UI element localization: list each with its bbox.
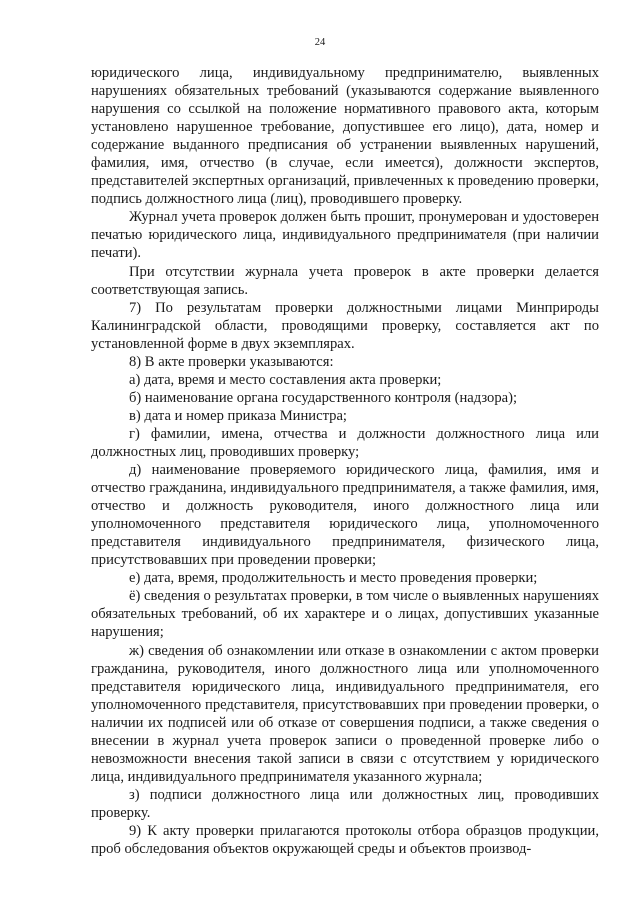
paragraph-journal-absence: При отсутствии журнала учета проверок в акте проверки делается соответствующая запись. [91, 263, 599, 298]
paragraph-item-9: 9) К акту проверки прилагаются протоколы отбора образцов продукции, проб обследования объектов окружающей среды и объектов производ- [91, 822, 599, 858]
paragraph-item-8e: е) дата, время, продолжительность и место проведения проверки; [129, 570, 538, 587]
paragraph-item-8: 8) В акте проверки указываются: [129, 353, 334, 370]
paragraph-item-8d: д) наименование проверяемого юридического лица, фамилия, имя и отчество гражданина, индивидуального предпринимателя, а также фамилия, имя, отчество и должность руководителя, иного должностного лица или уполномоченного представителя юридического лица, уполномоченного представителя индивидуального предпринимателя, физического лица, присутствовавших при проведении проверки; [91, 462, 599, 569]
paragraph-item-8z: з) подписи должностного лица или должностных лиц, проводивших проверку. [91, 786, 599, 821]
paragraph-item-8v: в) дата и номер приказа Министра; [129, 407, 347, 424]
paragraph-continuation: юридического лица, индивидуальному предпринимателю, выявленных нарушениях обязательных требований (указываются содержание выявленного нарушения со ссылкой на положение нормативного правового акта, которым установлено нарушенное требование, допустившее его лицо), дата, номер и содержание выданного предписания об устранении выявленных нарушений, фамилия, имя, отчество (в случае, если имеется), должности экспертов, представителей экспертных организаций, привлеченных к проведению проверки, подпись должностного лица (лиц), проводившего проверку. [91, 65, 599, 208]
paragraph-item-8a: а) дата, время и место составления акта проверки; [129, 371, 442, 388]
document-body [91, 64, 599, 858]
paragraph-item-7: 7) По результатам проверки должностными лицами Минприроды Калининградской области, проводящими проверку, составляется акт по установленной форме в двух экземплярах. [91, 299, 599, 352]
paragraph-journal-binding: Журнал учета проверок должен быть прошит, пронумерован и удостоверен печатью юридического лица, индивидуального предпринимателя (при наличии печати). [91, 209, 599, 262]
paragraph-item-8yo: ё) сведения о результатах проверки, в том числе о выявленных нарушениях обязательных требований, об их характере и о лицах, допустивших указанные нарушения; [91, 588, 599, 641]
page-number: 24 [314, 37, 326, 48]
paragraph-item-8zh: ж) сведения об ознакомлении или отказе в ознакомлении с актом проверки гражданина, руководителя, иного должностного лица или уполномоченного представителя юридического лица, индивидуального предпринимателя, его уполномоченного представителя, присутствовавших при проведении проверки, о наличии их подписей или об отказе от совершения подписи, а также сведения о внесении в журнал учета проверок записи о проведенной проверке либо о невозможности внесения такой записи в связи с отсутствием у юридического лица, индивидуального предпринимателя указанного журнала; [91, 642, 599, 785]
paragraph-item-8b: б) наименование органа государственного контроля (надзора); [129, 389, 518, 406]
paragraph-item-8g: г) фамилии, имена, отчества и должности должностного лица или должностных лиц, проводивших проверку; [91, 425, 599, 460]
